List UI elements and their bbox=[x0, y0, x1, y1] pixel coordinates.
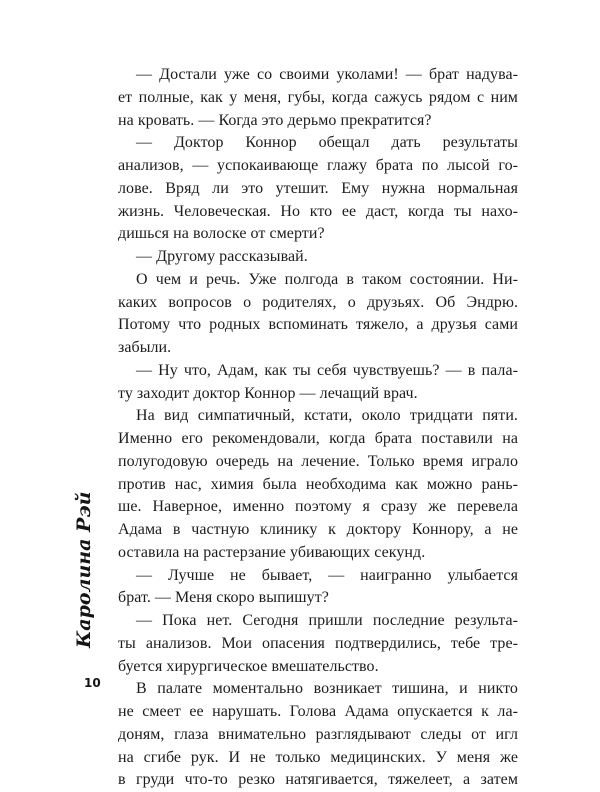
text-line: доням, глаза внимательно разглядывают следы от игл bbox=[118, 725, 518, 743]
text-line: ты анализов. Мои опасения подтвердились, тебе тре- bbox=[118, 634, 518, 652]
text-line: Именно его рекомендовали, когда брата поставили на bbox=[118, 430, 518, 447]
text-line: О чем и речь. Уже полгода в таком состоянии. Ни- bbox=[136, 270, 518, 288]
text-line: в груди что-то резко натягивается, тяжелеет, а затем bbox=[118, 771, 518, 789]
text-line: анализов, — успокаивающе глажу брата по лысой го- bbox=[118, 157, 518, 174]
text-line: не смеет ее нарушать. Голова Адама опускается к ла- bbox=[118, 703, 518, 720]
text-line: ту заходит доктор Коннор — лечащий врач. bbox=[118, 384, 418, 402]
text-line: ше. Наверное, именно поэтому я сразу же перевела bbox=[118, 498, 518, 516]
text-line: ет полные, как у меня, губы, когда сажусь рядом с ним bbox=[118, 88, 518, 106]
text-line: на сгибе рук. И не только медицинских. У меня же bbox=[118, 748, 518, 766]
text-line: лове. Вряд ли это утешит. Ему нужна нормальная bbox=[118, 179, 518, 197]
text-line: оставила на растерзание убивающих секунд. bbox=[118, 543, 426, 561]
text-line: полугодовую очередь на лечение. Только время играло bbox=[118, 452, 518, 470]
text-line: жизнь. Человеческая. Но кто ее даст, когда ты нахо- bbox=[118, 202, 518, 220]
text-line: брат. — Меня скоро выпишут? bbox=[118, 589, 329, 607]
text-line: На вид симпатичный, кстати, около тридцати пяти. bbox=[136, 407, 518, 425]
page-text bbox=[118, 64, 518, 792]
text-line: Потому что родных вспоминать тяжело, а друзья сами bbox=[118, 316, 518, 334]
page-number: 10 bbox=[84, 676, 101, 690]
text-line: — Другому рассказывай. bbox=[136, 248, 308, 265]
author-name: Каролина Рэй bbox=[73, 491, 95, 648]
text-line: каких вопросов о родителях, о друзьях. Об Эндрю. bbox=[118, 293, 518, 311]
text-line: Адама в частную клинику к доктору Коннору, а не bbox=[118, 521, 518, 538]
text-line: буется хирургическое вмешательство. bbox=[118, 657, 379, 675]
text-line: В палате моментально возникает тишина, и никто bbox=[136, 680, 518, 698]
text-line: против нас, химия была необходима как можно рань- bbox=[118, 475, 518, 493]
text-line: забыли. bbox=[118, 339, 172, 356]
text-line: на кровать. — Когда это дерьмо прекратится? bbox=[118, 111, 432, 129]
text-line: — Ну что, Адам, как ты себя чувствуешь? — в пала- bbox=[136, 361, 518, 379]
text-line: дишься на волоске от смерти? bbox=[118, 225, 325, 243]
text-line: — Доктор Коннор обещал дать результаты bbox=[136, 134, 518, 152]
text-line: — Пока нет. Сегодня пришли последние результа- bbox=[136, 612, 518, 629]
text-line: — Достали уже со своими уколами! — брат надува- bbox=[136, 66, 518, 83]
text-line: — Лучше не бывает, — наигранно улыбается bbox=[136, 566, 518, 584]
